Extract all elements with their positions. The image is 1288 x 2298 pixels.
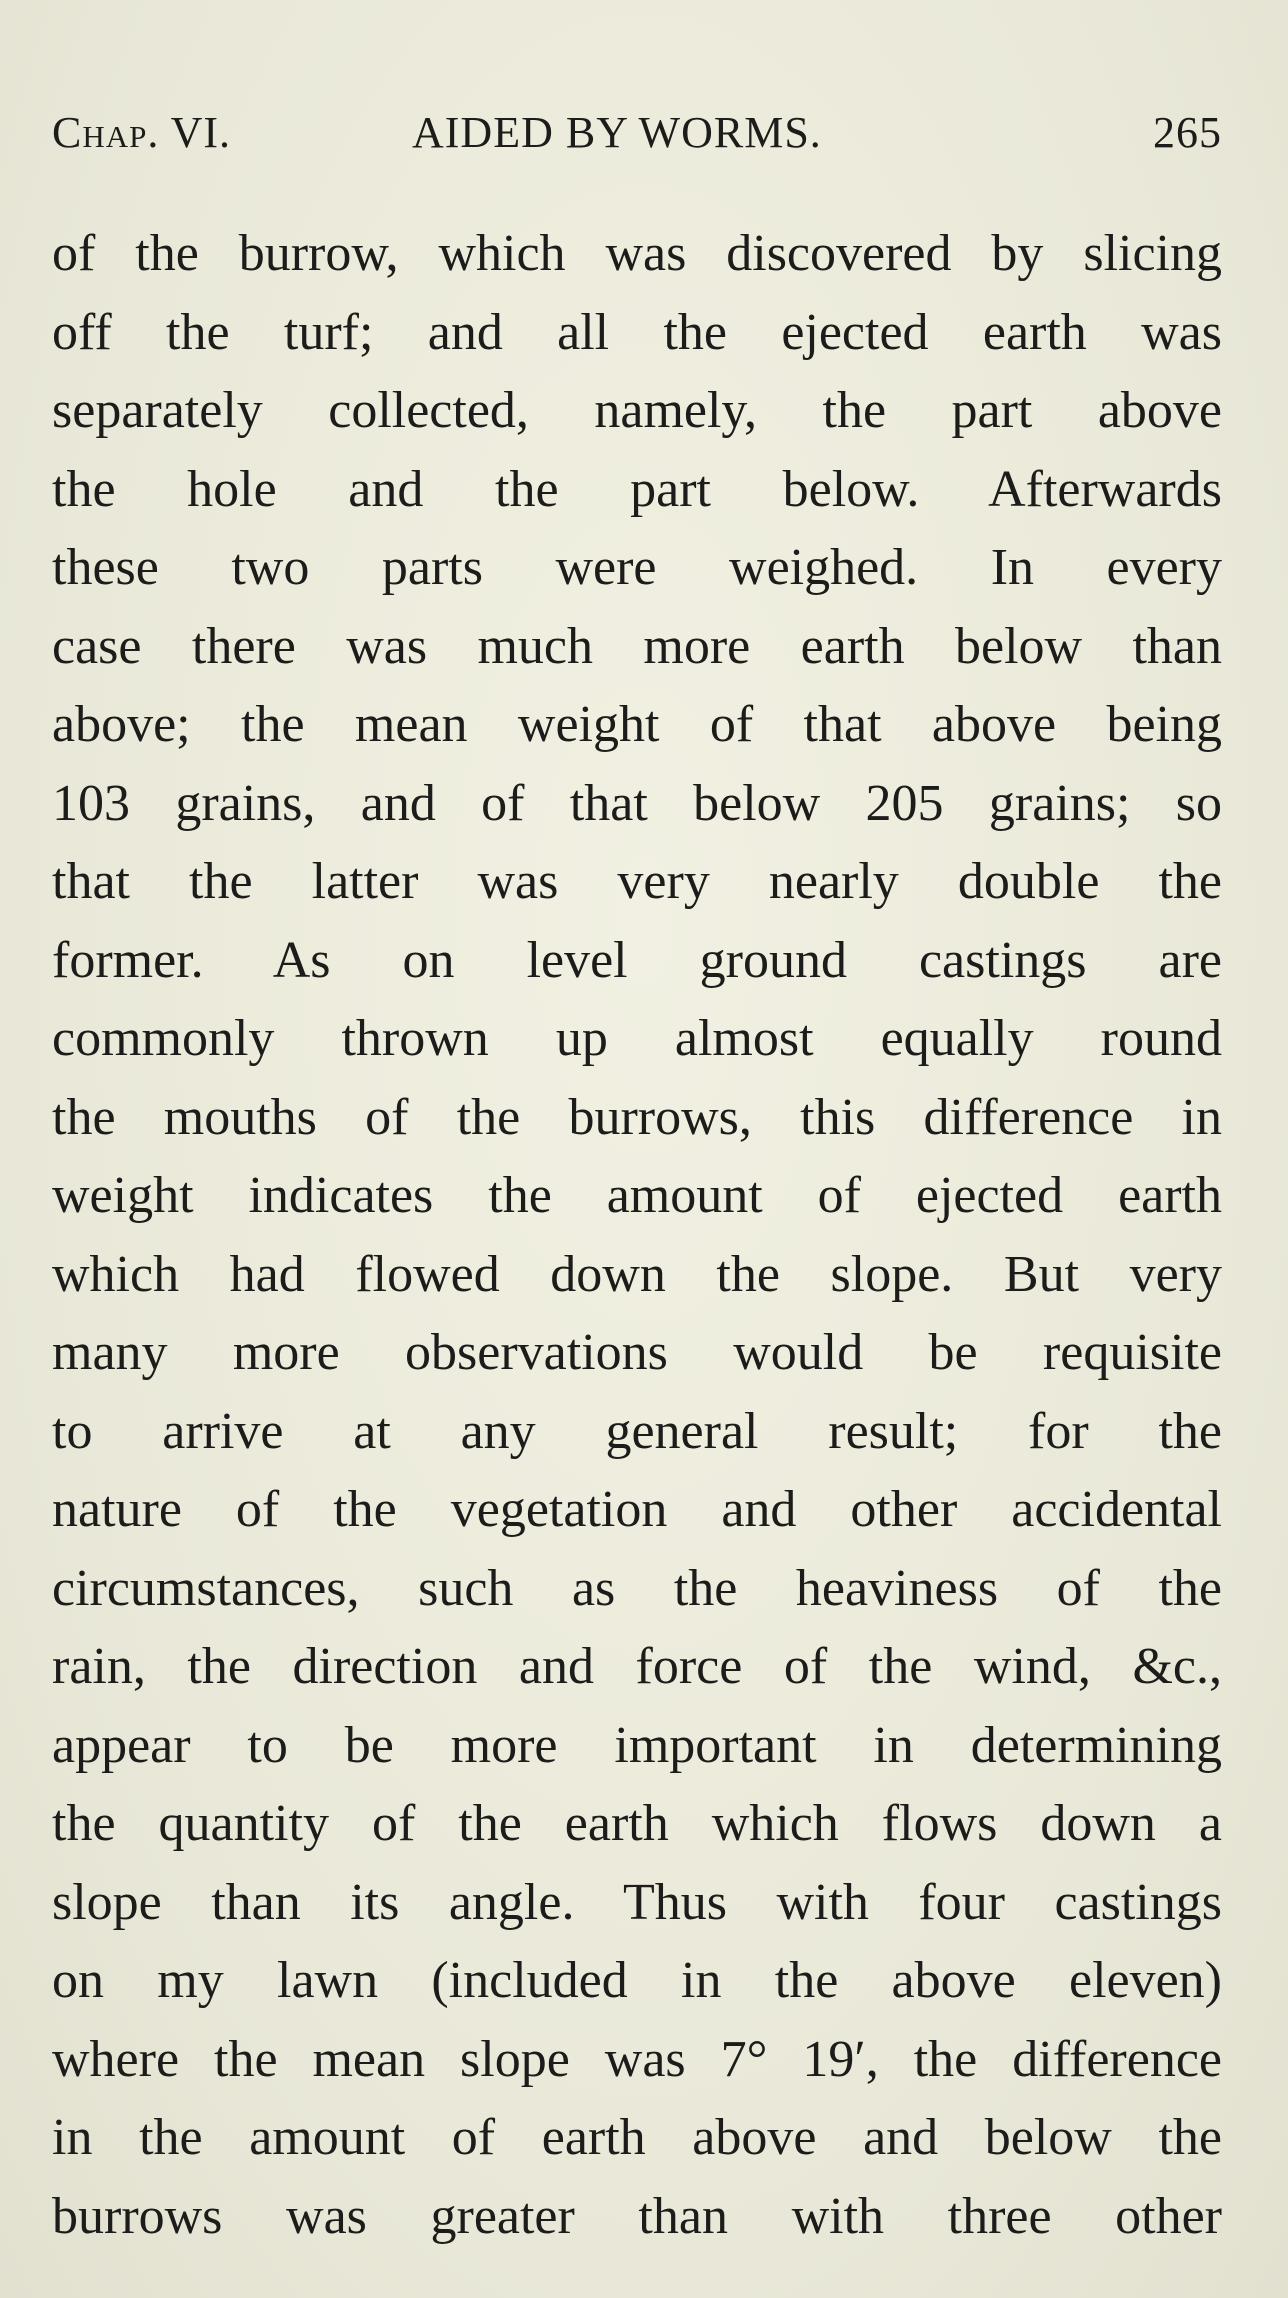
text-line: commonly thrown up almost equally round (52, 1010, 1222, 1067)
body-text (52, 215, 1222, 2256)
text-line: above; the mean weight of that above being (52, 696, 1222, 753)
text-line: these two parts were weighed. In every (52, 539, 1222, 596)
text-line: the quantity of the earth which flows down a (52, 1795, 1222, 1852)
text-line: weight indicates the amount of ejected earth (52, 1167, 1222, 1224)
chapter-label: Chap. VI. (52, 108, 231, 157)
text-line: in the amount of earth above and below the (52, 2109, 1222, 2166)
text-line: many more observations would be requisite (52, 1324, 1222, 1381)
text-line: where the mean slope was 7° 19′, the difference (52, 2030, 1222, 2088)
text-line: separately collected, namely, the part above (52, 382, 1222, 439)
text-line: the mouths of the burrows, this difference in (52, 1088, 1222, 1146)
page-number: 265 (1153, 108, 1222, 157)
running-title: AIDED BY WORMS. (412, 108, 822, 157)
text-line: of the burrow, which was discovered by slicing (52, 225, 1222, 282)
text-line: to arrive at any general result; for the (52, 1402, 1222, 1460)
text-line: burrows was greater than with three other (52, 2187, 1222, 2245)
text-line: 103 grains, and of that below 205 grains; so (52, 774, 1222, 832)
text-line: slope than its angle. Thus with four castings (52, 1873, 1222, 1931)
text-line: appear to be more important in determining (52, 1716, 1222, 1774)
text-line: on my lawn (included in the above eleven) (52, 1952, 1222, 2009)
text-line: nature of the vegetation and other accidental (52, 1481, 1222, 1538)
text-line: the hole and the part below. Afterwards (52, 460, 1222, 518)
text-line: case there was much more earth below than (52, 617, 1222, 675)
running-header (52, 103, 1222, 163)
text-line: off the turf; and all the ejected earth was (52, 303, 1222, 361)
text-line: that the latter was very nearly double the (52, 853, 1222, 910)
text-line: former. As on level ground castings are (52, 931, 1222, 989)
text-line: circumstances, such as the heaviness of the (52, 1559, 1222, 1617)
text-line: which had flowed down the slope. But very (52, 1245, 1222, 1303)
text-line: rain, the direction and force of the wind, &c., (52, 1638, 1222, 1695)
